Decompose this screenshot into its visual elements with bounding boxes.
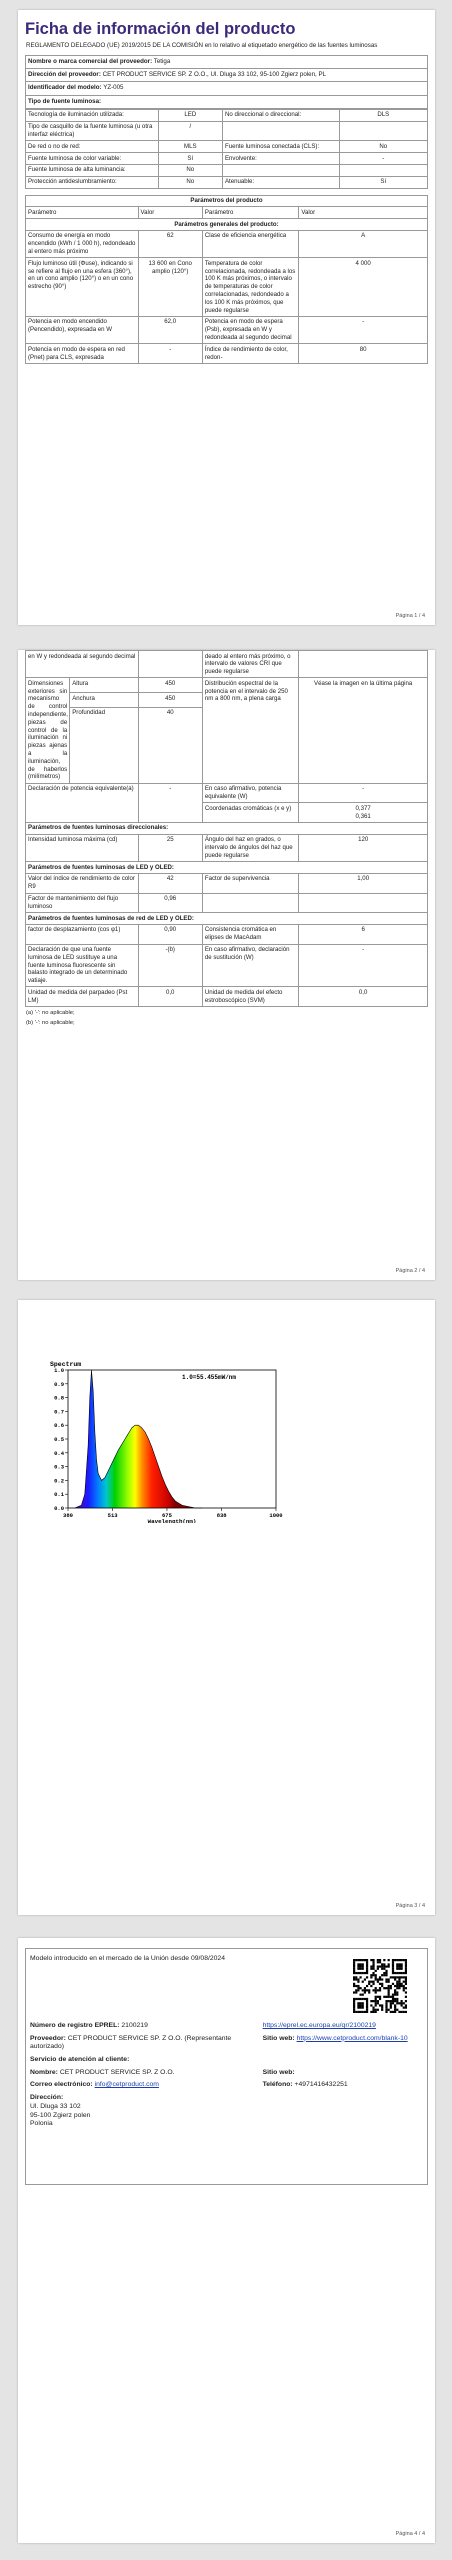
- dim-height-value: 450: [138, 678, 202, 693]
- x-tick-label: 675: [162, 1512, 172, 1519]
- mains-param-value: 0,0: [138, 987, 202, 1007]
- y-tick-label: 0.2: [54, 1477, 64, 1485]
- cri-continued-label: deado al entero más próximo, o intervalo de valores CRI que puede regularse: [202, 651, 298, 678]
- general-param-value: 62: [138, 230, 202, 257]
- mains-param-label-2: Consistencia cromática en elipses de MacAdam: [202, 924, 298, 944]
- y-tick-label: 0.1: [54, 1491, 64, 1499]
- mains-param-value-2: 6: [299, 924, 428, 944]
- supplier-address-value: CET PRODUCT SERVICE SP. Z O.O., Ul. Dluga 33 102, 95-100 Zgierz polen, PL: [102, 70, 327, 78]
- website-link[interactable]: https://www.cetproduct.com/blank-10: [296, 2034, 408, 2042]
- page-4: [18, 1938, 435, 2543]
- qr-code[interactable]: [353, 1959, 407, 2013]
- directional-param-value-2: 120: [299, 834, 428, 861]
- supplier-address-label: Dirección del proveedor:: [28, 70, 101, 78]
- general-param-label-2: Índice de rendimiento de color, redon-: [202, 344, 298, 364]
- col-param-header: Parámetro: [26, 207, 139, 219]
- x-tick-label: 380: [63, 1512, 73, 1519]
- general-param-label-2: Potencia en modo de espera (Psb), expresada en W y redondeada al segundo decimal: [202, 316, 298, 343]
- mains-param-label: factor de desplazamiento (cos φ1): [26, 924, 139, 944]
- dimensions-label: Dimensiones exteriores sin mecanismo de control independiente, piezas de control de la iluminación ni piezas ajenas a la iluminación, de haberlos (milímetros): [26, 678, 70, 783]
- directional-param-row: [26, 834, 428, 861]
- y-tick-label: 1.0: [54, 1367, 64, 1374]
- product-parameters-table: [25, 195, 428, 364]
- type-row: [26, 164, 428, 176]
- led-param-label: Factor de mantenimiento del flujo luminoso: [26, 893, 139, 913]
- dim-depth-value: 40: [138, 707, 202, 783]
- x-tick-label: 838: [216, 1512, 227, 1519]
- type-header: Tipo de fuente luminosa:: [28, 97, 102, 105]
- type-value: LED: [158, 109, 222, 121]
- type-label-2: Fuente luminosa conectada (CLS):: [222, 141, 339, 153]
- col-value-header-2: Valor: [299, 207, 428, 219]
- directional-header: Parámetros de fuentes luminosas direccionales:: [26, 822, 428, 834]
- type-value-2: No: [339, 141, 427, 153]
- y-tick-label: 0.9: [54, 1380, 64, 1388]
- dim-width-value: 450: [138, 693, 202, 708]
- qr-code-icon: [353, 1959, 407, 2013]
- type-value: No: [158, 176, 222, 188]
- mains-param-value-2: 0,0: [299, 987, 428, 1007]
- y-tick-label: 0.7: [54, 1408, 64, 1416]
- general-params-header: Parámetros generales del producto:: [26, 219, 428, 231]
- type-label-2: Envolvente:: [222, 153, 339, 165]
- x-axis-label: Wavelength(nm): [147, 1518, 197, 1523]
- page-number-2: Página 2 / 4: [395, 1268, 425, 1274]
- chart-annotation: 1.0=55.455mW/nm: [182, 1374, 237, 1381]
- market-intro: Modelo introducido en el mercado de la Unión desde 09/08/2024: [30, 1955, 225, 1962]
- y-tick-label: 0.0: [54, 1505, 64, 1512]
- model-label: Identificador del modelo:: [28, 84, 102, 92]
- general-param-row: [26, 230, 428, 257]
- eprel-label: Número de registro EPREL:: [30, 2022, 120, 2029]
- mains-param-label: Unidad de medida del parpadeo (Pst LM): [26, 987, 139, 1007]
- address-label: Dirección:: [30, 2094, 64, 2102]
- general-param-row: [26, 344, 428, 364]
- type-label: Tipo de casquillo de la fuente luminosa (u otra interfaz eléctrica): [26, 121, 159, 141]
- supplier-name-label: Nombre o marca comercial del proveedor:: [28, 57, 153, 65]
- led-param-row: [26, 873, 428, 893]
- general-param-value: 13 600 en Cono amplio (120°): [138, 258, 202, 317]
- spectrum-chart: [48, 1358, 288, 1523]
- equivalent-power-value: -: [138, 783, 202, 822]
- type-value: Sí: [158, 153, 222, 165]
- type-label: Protección antideslumbramiento:: [26, 176, 159, 188]
- spectral-value: Véase la imagen en la última página: [299, 678, 428, 783]
- dim-height-label: Altura: [70, 678, 138, 693]
- type-value-2: [339, 164, 427, 176]
- address-line-2: 95-100 Zgierz polen: [30, 2111, 91, 2119]
- type-row: [26, 176, 428, 188]
- name-value: CET PRODUCT SERVICE SP. Z O.O.: [59, 2068, 175, 2076]
- equivalent-power-yes-label: En caso afirmativo, potencia equivalente (W): [202, 783, 298, 803]
- y-tick-label: 0.5: [54, 1436, 64, 1443]
- address-line-1: Ul. Dluga 33 102: [30, 2102, 81, 2110]
- standby-continued-label: en W y redondeada al segundo decimal: [26, 651, 139, 678]
- standby-continued-value: [138, 651, 202, 678]
- type-row: [26, 121, 428, 141]
- general-param-value: -: [138, 344, 202, 364]
- type-row: [26, 141, 428, 153]
- eprel-value: 2100219: [121, 2022, 148, 2029]
- service-header: Servicio de atención al cliente:: [30, 2056, 130, 2064]
- spectral-label: Distribución espectral de la potencia en el intervalo de 250 nm a 800 nm, a plena carga: [202, 678, 298, 783]
- page-1: [18, 10, 435, 625]
- product-parameters-continued: [25, 650, 428, 1007]
- general-param-value-2: 80: [299, 344, 428, 364]
- page-3: [18, 1300, 435, 1915]
- type-row: [26, 109, 428, 121]
- led-header: Parámetros de fuentes luminosas de LED y OLED:: [26, 862, 428, 874]
- led-param-value: 0,96: [138, 893, 202, 913]
- type-value: /: [158, 121, 222, 141]
- type-label-2: [222, 164, 339, 176]
- directional-param-value: 25: [138, 834, 202, 861]
- supplier-name-value: Tetiga: [153, 57, 171, 65]
- x-tick-label: 1000: [269, 1512, 283, 1519]
- general-param-label: Potencia en modo de espera en red (Pnet) para CLS, expresada: [26, 344, 139, 364]
- phone-value: +4971416432251: [294, 2081, 348, 2089]
- equivalent-power-label: Declaración de potencia equivalente(a): [26, 783, 139, 822]
- email-label: Correo electrónico:: [30, 2081, 93, 2089]
- type-label-2: No direccional o direccional:: [222, 109, 339, 121]
- general-param-value: 62,0: [138, 316, 202, 343]
- type-value-2: Sí: [339, 176, 427, 188]
- mains-param-row: [26, 944, 428, 987]
- chart-title: Spectrum: [50, 1361, 82, 1368]
- regulation-subtitle: REGLAMENTO DELEGADO (UE) 2019/2015 DE LA COMISIÓN en lo relativo al etiquetado energético de las fuentes luminosas: [26, 42, 378, 50]
- chromaticity-value: 0,377 0,361: [299, 803, 428, 823]
- provider-value: CET PRODUCT SERVICE SP. Z O.O. (Representante autorizado): [30, 2034, 232, 2051]
- type-value-2: DLS: [339, 109, 427, 121]
- page-number-3: Página 3 / 4: [395, 1903, 425, 1909]
- directional-param-label-2: Ángulo del haz en grados, o intervalo de ángulos del haz que puede regularse: [202, 834, 298, 861]
- eprel-details-table: [26, 2020, 427, 2131]
- mains-param-value-2: -: [299, 944, 428, 987]
- mains-param-label-2: En caso afirmativo, declaración de sustitución (W): [202, 944, 298, 987]
- general-param-row: [26, 316, 428, 343]
- mains-param-row: [26, 987, 428, 1007]
- email-link[interactable]: info@cetproduct.com: [94, 2081, 159, 2089]
- note-a: (a) '-': no aplicable;: [26, 1010, 75, 1017]
- general-param-label-2: Temperatura de color correlacionada, redondeada a los 100 K más próximos, o intervalo de temperaturas de color correlacionadas, redondeado a los 100 K más próximos, que puede regularse: [202, 258, 298, 317]
- led-param-row: [26, 893, 428, 913]
- name-label: Nombre:: [30, 2068, 58, 2076]
- model-row: [26, 82, 427, 95]
- type-label: Tecnología de iluminación utilizada:: [26, 109, 159, 121]
- x-tick-label: 513: [107, 1512, 118, 1519]
- type-label: Fuente luminosa de color variable:: [26, 153, 159, 165]
- page-2: [18, 650, 435, 1280]
- general-param-label-2: Clase de eficiencia energética: [202, 230, 298, 257]
- mains-header: Parámetros de fuentes luminosas de red de LED y OLED:: [26, 913, 428, 925]
- general-param-row: [26, 258, 428, 317]
- general-param-label: Consumo de energía en modo encendido (kWh / 1 000 h), redondeado al entero más próximo: [26, 230, 139, 257]
- type-value: MLS: [158, 141, 222, 153]
- led-param-value-2: [299, 893, 428, 913]
- eprel-box: [25, 1948, 428, 2185]
- directional-param-label: Intensidad luminosa máxima (cd): [26, 834, 139, 861]
- supplier-name-row: [26, 56, 427, 69]
- light-source-type-table: [25, 109, 428, 189]
- supplier-address-row: [26, 69, 427, 82]
- type-label-2: [222, 121, 339, 141]
- address-line-3: Polonia: [30, 2120, 53, 2128]
- page-number-1: Página 1 / 4: [395, 613, 425, 619]
- general-param-value-2: 4 000: [299, 258, 428, 317]
- model-value: YZ-005: [103, 84, 124, 92]
- provider-label: Proveedor:: [30, 2034, 66, 2042]
- mains-param-value: 0,90: [138, 924, 202, 944]
- led-param-label-2: [202, 893, 298, 913]
- mains-param-label-2: Unidad de medida del efecto estroboscópico (SVM): [202, 987, 298, 1007]
- general-param-label: Potencia en modo encendido (Pencendido), expresada en W: [26, 316, 139, 343]
- type-label-2: Atenuable:: [222, 176, 339, 188]
- general-param-value-2: -: [299, 316, 428, 343]
- y-tick-label: 0.3: [54, 1463, 64, 1471]
- website-label: Sitio web:: [262, 2034, 295, 2042]
- type-value: No: [158, 164, 222, 176]
- equivalent-power-yes-value: -: [299, 783, 428, 803]
- type-row: [26, 153, 428, 165]
- y-tick-label: 0.8: [54, 1394, 64, 1402]
- mains-param-row: [26, 924, 428, 944]
- page-title: Ficha de información del producto: [25, 20, 296, 38]
- general-param-value-2: A: [299, 230, 428, 257]
- phone-label: Teléfono:: [262, 2081, 293, 2089]
- type-label: De red o no de red:: [26, 141, 159, 153]
- note-b: (b) '-': no aplicable;: [26, 1020, 75, 1027]
- mains-param-label: Declaración de que una fuente luminosa de LED sustituye a una fuente luminosa fluorescente sin balasto integrado de un determinado vatiaje.: [26, 944, 139, 987]
- page-number-4: Página 4 / 4: [395, 2531, 425, 2537]
- led-param-value: 42: [138, 873, 202, 893]
- y-tick-label: 0.6: [54, 1422, 64, 1430]
- chromaticity-label: Coordenadas cromáticas (x e y): [202, 803, 298, 823]
- led-param-label: Valor del índice de rendimiento de color R9: [26, 873, 139, 893]
- general-param-label: Flujo luminoso útil (Φuse), indicando si se refiere al flujo en una esfera (360°), en un cono amplio (120°) o en un cono estrecho (90°): [26, 258, 139, 317]
- type-value-2: -: [339, 153, 427, 165]
- led-param-value-2: 1,00: [299, 873, 428, 893]
- service-website-label: Sitio web:: [262, 2068, 295, 2076]
- product-params-header: Parámetros del producto: [26, 195, 428, 207]
- dim-depth-label: Profundidad: [70, 707, 138, 783]
- type-value-2: [339, 121, 427, 141]
- col-param-header-2: Parámetro: [202, 207, 298, 219]
- dim-width-label: Anchura: [70, 693, 138, 708]
- y-tick-label: 0.4: [54, 1449, 64, 1457]
- col-value-header: Valor: [138, 207, 202, 219]
- supplier-info-box: [25, 55, 428, 109]
- eprel-link[interactable]: https://eprel.ec.europa.eu/qr/2100219: [262, 2022, 376, 2029]
- mains-param-value: -(b): [138, 944, 202, 987]
- cri-continued-value: [299, 651, 428, 678]
- led-param-label-2: Factor de supervivencia: [202, 873, 298, 893]
- type-label: Fuente luminosa de alta luminancia:: [26, 164, 159, 176]
